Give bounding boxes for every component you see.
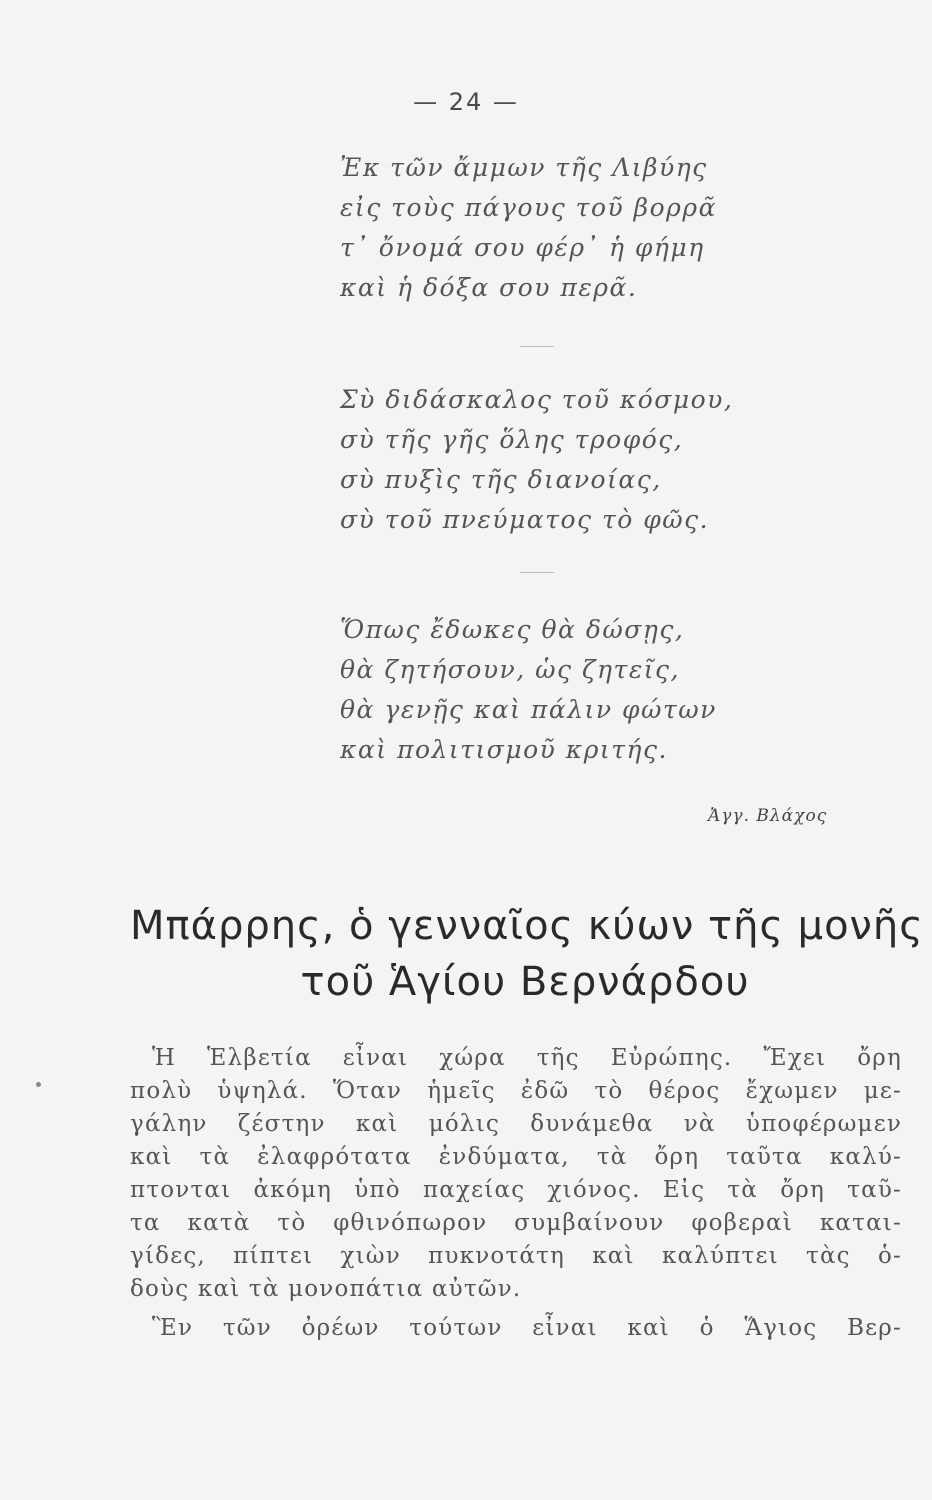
poem-line: εἰς τοὺς πάγους τοῦ βορρᾶ [340,193,717,222]
prose-line: πτονται ἀκόμη ὑπὸ παχείας χιόνος. Εἰς τὰ ὄρη ταῦ- [130,1177,902,1203]
poem-line: σὺ πυξὶς τῆς διανοίας, [340,465,662,494]
article-title-line: τοῦ Ἁγίου Βερνάρδου [300,959,750,1005]
stanza-divider [520,572,554,573]
poem-stanza-1 [340,148,717,308]
poem-line: σὺ τῆς γῆς ὅλης τροφός, [340,425,684,454]
poem-line: Σὺ διδάσκαλος τοῦ κόσμου, [340,385,734,414]
poem-author: Ἀγγ. Βλάχος [708,806,828,826]
prose-line: γάλην ζέστην καὶ μόλις δυνάμεθα νὰ ὑποφέρωμεν [130,1111,902,1137]
ink-speck [36,1082,41,1087]
paragraph-2 [130,1312,902,1345]
poem-line: Ὅπως ἔδωκες θὰ δώσῃς, [340,615,685,644]
prose-line: τα κατὰ τὸ φθινόπωρον συμβαίνουν φοβεραὶ καται- [130,1210,902,1236]
poem-stanza-3 [340,610,717,770]
poem-line: θὰ γενῇς καὶ πάλιν φώτων [340,695,717,724]
prose-line: Ἡ Ἑλβετία εἶναι χώρα τῆς Εὐρώπης. Ἔχει ὄρη [152,1045,902,1071]
article-title-line: Μπάρρης, ὁ γενναῖος κύων τῆς μονῆς [130,903,924,949]
poem-line: θὰ ζητήσουν, ὡς ζητεῖς, [340,655,680,684]
prose-line: καὶ τὰ ἐλαφρότατα ἐνδύματα, τὰ ὄρη ταῦτα καλύ- [130,1144,902,1170]
page-number: — 24 — [413,88,519,116]
poem-line: καὶ πολιτισμοῦ κριτής. [340,735,668,764]
prose-line: γίδες, πίπτει χιὼν πυκνοτάτη καὶ καλύπτει τὰς ὁ- [130,1243,902,1269]
poem-line: τ᾿ ὄνομά σου φέρ᾿ ἡ φήμη [340,233,705,262]
prose-line: Ἓν τῶν ὀρέων τούτων εἶναι καὶ ὁ Ἅγιος Βερ- [152,1315,902,1341]
stanza-divider [520,346,554,347]
article-title [130,898,924,1010]
poem-line: σὺ τοῦ πνεύματος τὸ φῶς. [340,505,710,534]
paragraph-1 [130,1042,902,1306]
poem-line: καὶ ἡ δόξα σου περᾶ. [340,273,638,302]
article-body [130,1042,902,1345]
prose-line: πολὺ ὑψηλά. Ὅταν ἡμεῖς ἐδῶ τὸ θέρος ἔχωμεν με- [130,1078,902,1104]
poem-stanza-2 [340,380,733,540]
poem-line: Ἐκ τῶν ἄμμων τῆς Λιβύης [340,153,708,182]
prose-line: δοὺς καὶ τὰ μονοπάτια αὐτῶν. [130,1276,522,1302]
